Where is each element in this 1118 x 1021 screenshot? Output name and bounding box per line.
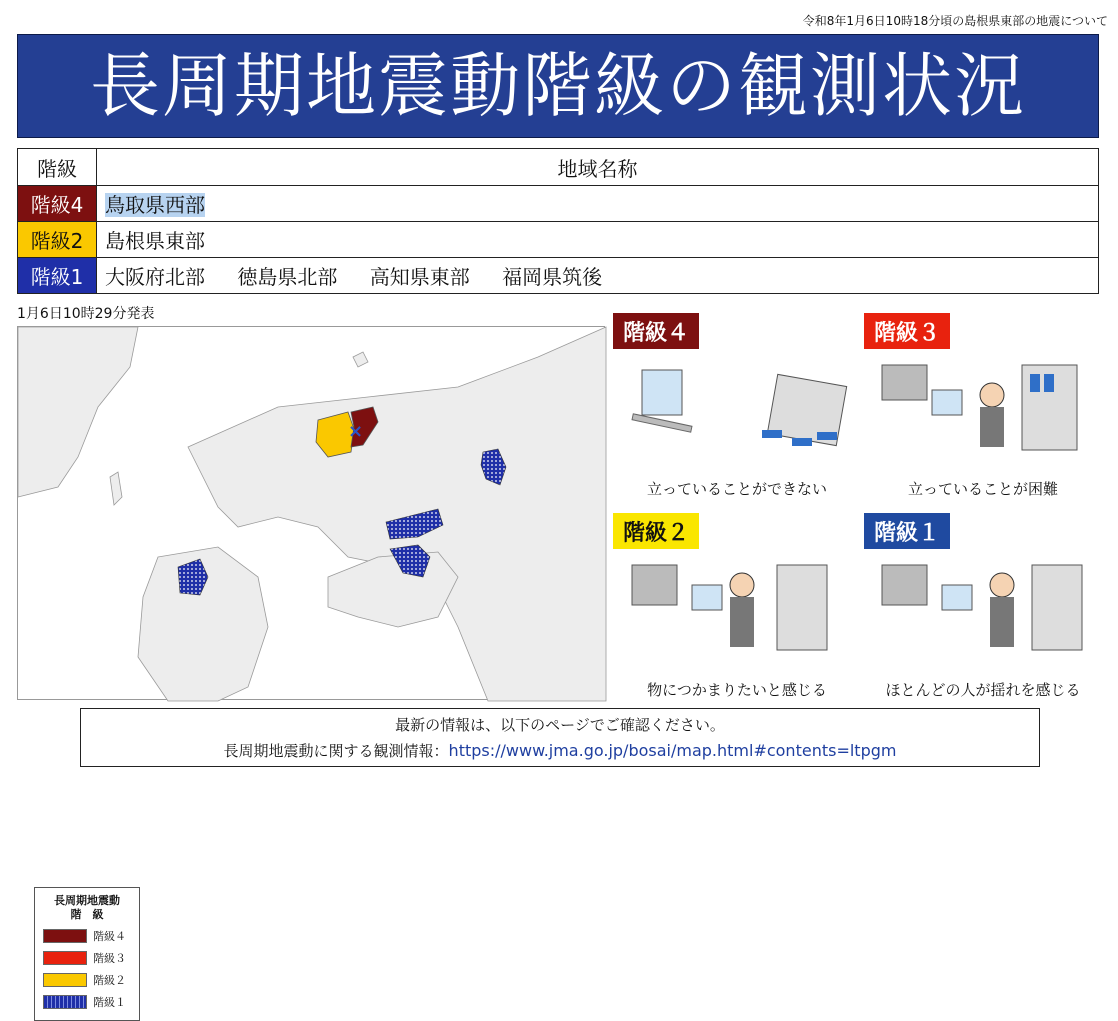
- map-svg: [18, 327, 606, 701]
- legend-label: 階級２: [93, 974, 126, 987]
- panel-title-class2: 階級２: [613, 513, 699, 549]
- office-illustration-class3: [872, 360, 1092, 470]
- table-row: [18, 186, 1099, 222]
- region-name: 福岡県筑後: [502, 265, 603, 289]
- region-name: 徳島県北部: [237, 265, 338, 289]
- class-cell-1: 階級1: [18, 258, 97, 294]
- class-cell-2: 階級2: [18, 222, 97, 258]
- column-header-class: 階級: [18, 149, 97, 186]
- office-illustration-class2: [622, 560, 842, 670]
- region-name[interactable]: 鳥取県西部: [105, 193, 205, 217]
- legend-item: [43, 972, 139, 988]
- legend-item: [43, 994, 139, 1010]
- caption-class3: 立っていることが困難: [907, 480, 1058, 498]
- title-banner: [17, 34, 1099, 138]
- panel-title-class3: 階級３: [864, 313, 950, 349]
- region-name: 島根県東部: [105, 229, 205, 253]
- footer-box: [80, 708, 1040, 767]
- korea-landmass: [18, 327, 138, 497]
- table-row: [18, 222, 1099, 258]
- office-illustration-class1: [872, 560, 1092, 670]
- caption-class2: 物につかまりたいと感じる: [647, 681, 827, 699]
- shikoku-landmass: [328, 552, 458, 627]
- table-row: [18, 258, 1099, 294]
- footer-link-label: 長周期地震動に関する観測情報：: [223, 742, 449, 760]
- footer-note: 最新の情報は、以下のページでご確認ください。: [395, 716, 725, 734]
- legend-label: 階級４: [93, 930, 126, 943]
- region-cell: [97, 222, 1099, 258]
- oki-islands: [353, 352, 368, 367]
- region-cell: [97, 258, 1099, 294]
- observation-table: [17, 148, 1099, 294]
- event-subtitle: 令和8年1月6日10時18分頃の島根県東部の地震について: [802, 14, 1108, 28]
- panel-title-class4: 階級４: [613, 313, 699, 349]
- legend-title-line2: 階 級: [70, 908, 104, 921]
- legend-swatch: [43, 929, 87, 943]
- legend-item: [43, 950, 139, 966]
- class-cell-4: 階級4: [18, 186, 97, 222]
- office-illustration-class4: [622, 360, 852, 470]
- caption-class4: 立っていることができない: [646, 480, 827, 498]
- footer-url-link[interactable]: https://www.jma.go.jp/bosai/map.html#contents=ltpgm: [448, 741, 897, 760]
- epicenter-marker: ×: [348, 421, 364, 442]
- region-cell: [97, 186, 1099, 222]
- table-header-row: [18, 149, 1099, 186]
- legend-title-line1: 長周期地震動: [54, 894, 120, 907]
- region-name: 高知県東部: [369, 265, 470, 289]
- region-name: 大阪府北部: [105, 265, 205, 289]
- caption-class1: ほとんどの人が揺れを感じる: [885, 681, 1081, 699]
- legend-title: [35, 894, 139, 922]
- legend-label: 階級３: [93, 952, 126, 965]
- column-header-region: 地域名称: [97, 149, 1099, 186]
- legend-swatch: [43, 995, 87, 1009]
- issued-time: 1月6日10時29分発表: [17, 306, 155, 322]
- legend-item: [43, 928, 139, 944]
- footer-link-line: [81, 738, 1039, 764]
- page-title: 長周期地震動階級の観測状況: [90, 45, 1026, 127]
- legend-label: 階級１: [93, 996, 126, 1009]
- map-legend: [34, 887, 140, 1021]
- tsushima-island: [110, 472, 122, 505]
- legend-swatch: [43, 973, 87, 987]
- legend-swatch: [43, 951, 87, 965]
- panel-title-class1: 階級１: [864, 513, 950, 549]
